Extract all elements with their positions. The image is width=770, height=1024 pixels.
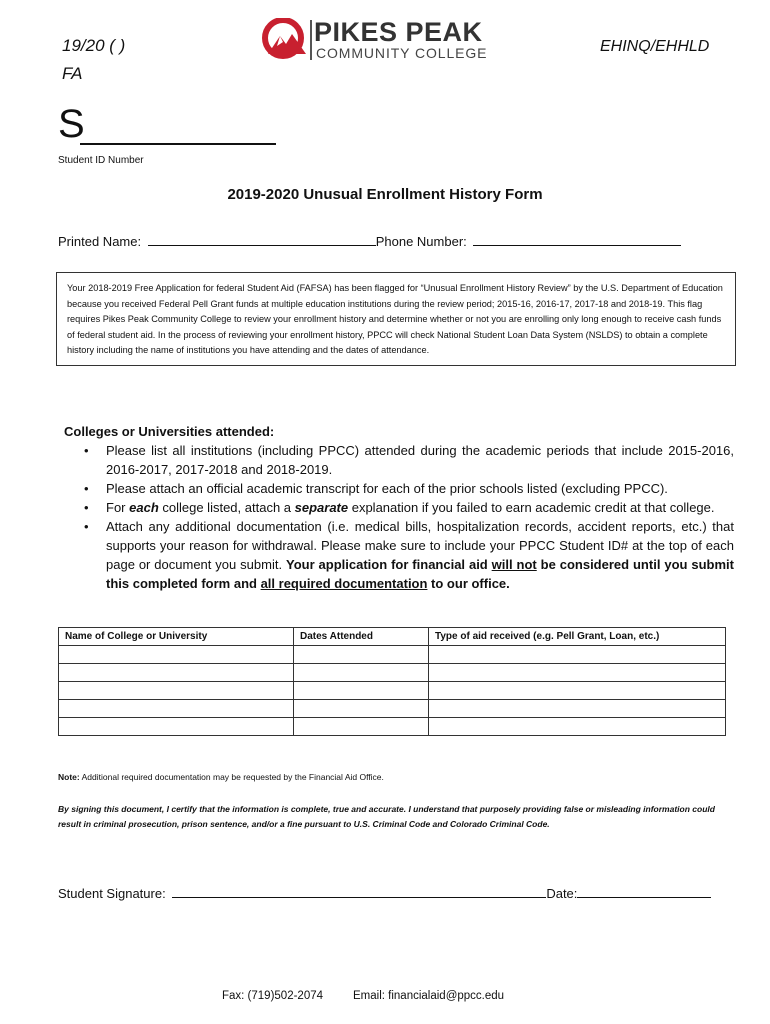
emphasis-separate: separate <box>294 500 349 515</box>
date-field[interactable] <box>577 883 711 898</box>
notice-box: Your 2018-2019 Free Application for federal Student Aid (FAFSA) has been flagged for “Unusual Enrollment History Review” by the U.S. Department of Education because you received Federal Pell Grant funds at multiple education institutions during the review period; 2015-16, 2016-17, 2017-18 and 2018-19. This flag requires Pikes Peak Community College to review your enrollment history and determine whether or not you are enrolling only long enough to receive cash funds of federal student aid. In the process of reviewing your enrollment history, PPCC will check National Student Loan Data System (NSLDS) to obtain a complete history including the name of institutions you have attending and the dates of attendance. <box>56 272 736 366</box>
col-aid-type: Type of aid received (e.g. Pell Grant, Loan, etc.) <box>429 628 726 646</box>
table-cell[interactable] <box>429 682 726 700</box>
form-code-term: FA <box>62 64 83 83</box>
printed-name-label: Printed Name: <box>58 234 142 249</box>
form-title: 2019-2020 Unusual Enrollment History Form <box>227 186 543 203</box>
email-address: Email: financialaid@ppcc.edu <box>353 990 505 1002</box>
table-row <box>59 682 726 700</box>
logo-divider <box>310 20 312 60</box>
table-cell[interactable] <box>294 664 429 682</box>
student-id-prefix: S <box>58 102 85 146</box>
note-line <box>58 772 384 782</box>
list-item <box>106 498 734 517</box>
table-row <box>59 646 726 664</box>
bold-text: to our office. <box>427 576 510 591</box>
table-cell[interactable] <box>294 700 429 718</box>
bullet-text: Please attach an official academic transcript for each of the prior schools listed (excluding PPCC). <box>106 481 668 496</box>
form-code-left <box>62 32 125 88</box>
student-id-field[interactable] <box>80 143 276 145</box>
table-cell[interactable] <box>59 646 294 664</box>
bullet-text: explanation if you failed to earn academic credit at that college. <box>348 500 715 515</box>
bullet-text: college listed, attach a <box>158 500 295 515</box>
table-cell[interactable] <box>59 682 294 700</box>
signature-label: Student Signature: <box>58 886 166 901</box>
bullet-text: Attach any additional documentation (i.e. medical bills, hospitalization records, accident reports, etc.) that supports your reason for withdrawal. Please make sure to include your PPCC Student ID# at the top of each page or document you submit. <box>106 519 734 572</box>
note-label: Note: <box>58 772 80 782</box>
table-cell[interactable] <box>59 664 294 682</box>
institutions-table <box>58 627 726 736</box>
bold-text: Your application for financial aid <box>285 557 492 572</box>
colleges-section <box>64 422 734 593</box>
table-cell[interactable] <box>59 718 294 736</box>
bullet-text: For <box>106 500 130 515</box>
logo-name: PIKES PEAK <box>314 17 483 47</box>
table-row <box>59 700 726 718</box>
date-label: Date: <box>546 886 578 901</box>
table-cell[interactable] <box>429 718 726 736</box>
phone-field[interactable] <box>473 231 681 246</box>
bold-text: be considered until you submit this completed form and <box>106 557 734 591</box>
student-id-label: Student ID Number <box>58 155 144 166</box>
list-item <box>106 517 734 593</box>
table-row <box>59 664 726 682</box>
mountain-logo-icon <box>262 18 308 60</box>
table-cell[interactable] <box>294 646 429 664</box>
table-cell[interactable] <box>59 700 294 718</box>
table-cell[interactable] <box>294 682 429 700</box>
table-cell[interactable] <box>294 718 429 736</box>
name-phone-row <box>58 231 681 249</box>
printed-name-field[interactable] <box>148 231 376 246</box>
list-item <box>106 441 734 479</box>
col-dates-attended: Dates Attended <box>294 628 429 646</box>
bullet-text: Please list all institutions (including PPCC) attended during the academic periods that include 2015-2016, 2016-2017, 2017-2018 and 2018-2019. <box>106 443 734 477</box>
certification-text: By signing this document, I certify that the information is complete, true and accurate. I understand that purposely providing false or misleading information could result in criminal prosecution, prison sentence, and/or a fine pursuant to U.S. Criminal Code and Colorado Criminal Code. <box>58 804 715 829</box>
table-header-row <box>59 628 726 646</box>
table-cell[interactable] <box>429 646 726 664</box>
form-code-year: 19/20 ( ) <box>62 36 126 55</box>
note-text: Additional required documentation may be requested by the Financial Aid Office. <box>79 772 384 782</box>
signature-field[interactable] <box>172 883 546 898</box>
college-logo <box>262 18 502 60</box>
col-college-name: Name of College or University <box>59 628 294 646</box>
phone-label: Phone Number: <box>375 234 467 249</box>
form-code-right: EHINQ/EHHLD <box>600 38 710 55</box>
emphasis-required-docs: all required documentation <box>260 576 428 591</box>
table-cell[interactable] <box>429 664 726 682</box>
table-cell[interactable] <box>429 700 726 718</box>
instructions-list <box>64 441 734 593</box>
emphasis-will-not: will not <box>491 557 537 572</box>
table-row <box>59 718 726 736</box>
colleges-heading: Colleges or Universities attended: <box>64 424 275 439</box>
fax-number: Fax: (719)502-2074 <box>222 990 324 1002</box>
logo-subtitle: COMMUNITY COLLEGE <box>316 45 488 61</box>
footer-contact <box>222 990 504 1002</box>
emphasis-each: each <box>129 500 159 515</box>
list-item <box>106 479 734 498</box>
signature-row <box>58 883 711 901</box>
